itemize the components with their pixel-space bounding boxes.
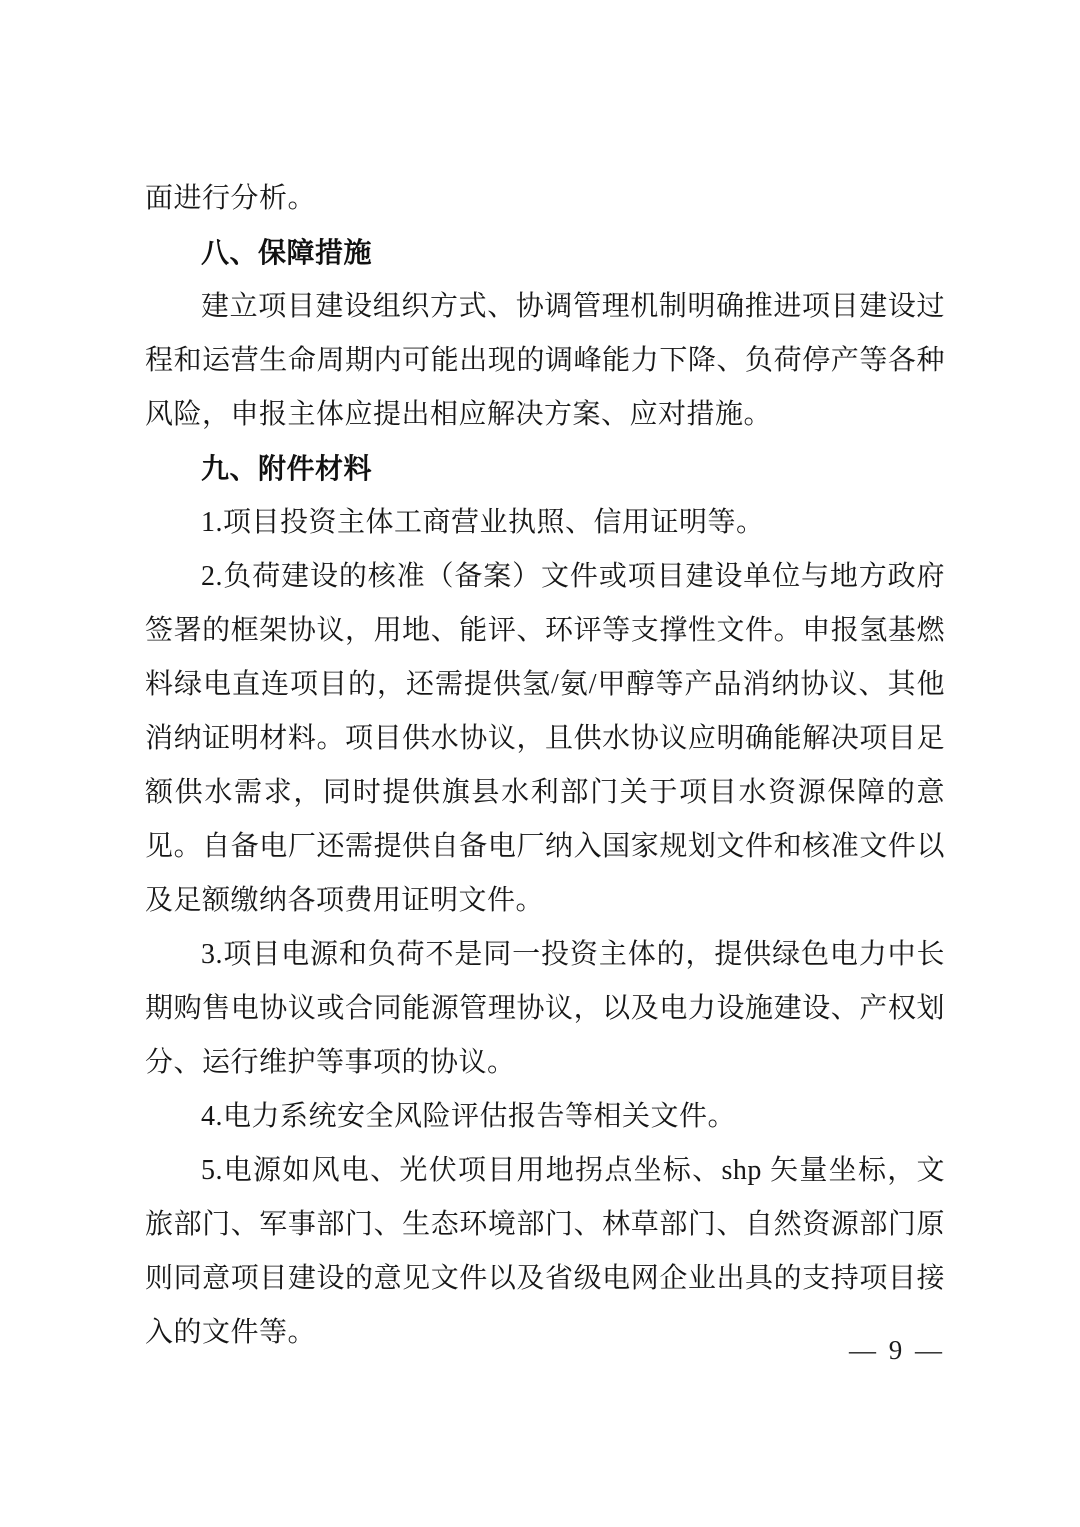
paragraph-attachment-item-3: 3.项目电源和负荷不是同一投资主体的，提供绿色电力中长期购售电协议或合同能源管理协议，以及电力设施建设、产权划分、运行维护等事项的协议。 (145, 939, 945, 1078)
document-body (145, 172, 945, 1360)
paragraph-attachment-item-4: 4.电力系统安全风险评估报告等相关文件。 (201, 1101, 737, 1132)
paragraph-attachment-item-5: 5.电源如风电、光伏项目用地拐点坐标、shp 矢量坐标，文旅部门、军事部门、生态环境部门、林草部门、自然资源部门原则同意项目建设的意见文件以及省级电网企业出具的支持项目接入的文件等。 (145, 1155, 945, 1348)
paragraph-continuation: 面进行分析。 (145, 183, 317, 214)
paragraph-attachment-item-1: 1.项目投资主体工商营业执照、信用证明等。 (201, 507, 765, 538)
page-number: — 9 — (849, 1335, 945, 1365)
section-heading-8-safeguard-measures: 八、保障措施 (201, 237, 373, 268)
paragraph-attachment-item-2: 2.负荷建设的核准（备案）文件或项目建设单位与地方政府签署的框架协议，用地、能评、环评等支撑性文件。申报氢基燃料绿电直连项目的，还需提供氢/氨/甲醇等产品消纳协议、其他消纳证明材料。项目供水协议，且供水协议应明确能解决项目足额供水需求，同时提供旗县水利部门关于项目水资源保障的意见。自备电厂还需提供自备电厂纳入国家规划文件和核准文件以及足额缴纳各项费用证明文件。 (145, 561, 945, 916)
paragraph-safeguard-measures: 建立项目建设组织方式、协调管理机制明确推进项目建设过程和运营生命周期内可能出现的调峰能力下降、负荷停产等各种风险，申报主体应提出相应解决方案、应对措施。 (145, 291, 945, 430)
section-heading-9-attachment-materials: 九、附件材料 (201, 453, 373, 484)
